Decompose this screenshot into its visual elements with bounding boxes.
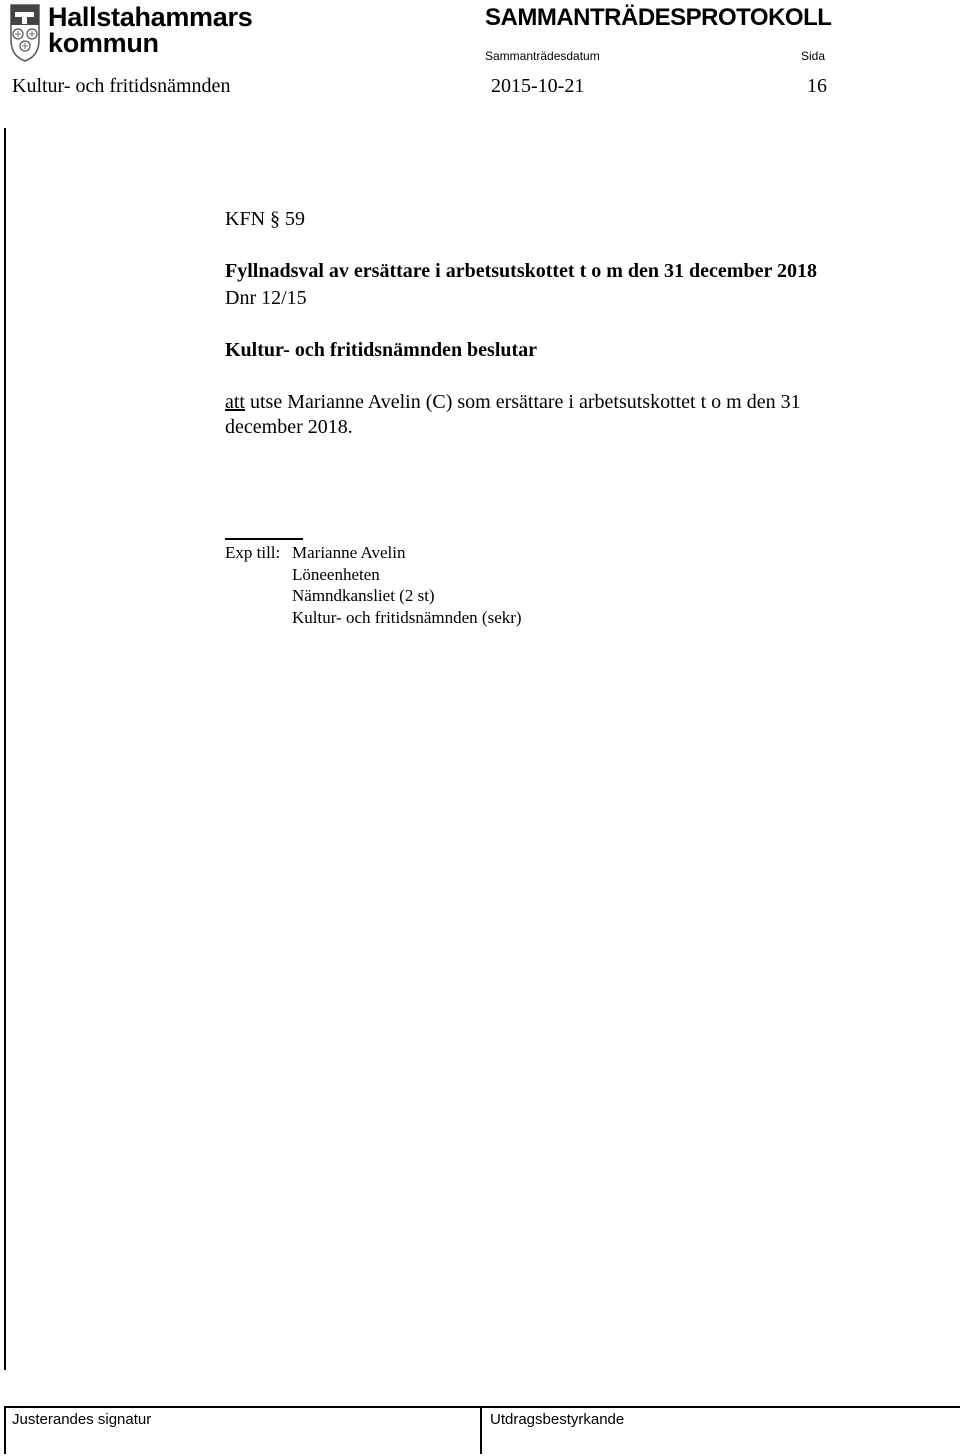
decision-heading: Kultur- och fritidsnämnden beslutar — [225, 339, 538, 361]
municipality-coat-of-arms-logo — [10, 4, 40, 62]
decision-keyword: att — [225, 391, 245, 413]
extract-certification-label: Utdragsbestyrkande — [490, 1411, 625, 1428]
footer-left-divider — [4, 1406, 6, 1454]
distribution-recipient: Nämndkansliet (2 st) — [292, 586, 435, 605]
distribution-label: Exp till: — [225, 543, 281, 562]
paragraph-reference: KFN § 59 — [225, 208, 306, 230]
case-number: Dnr 12/15 — [225, 287, 307, 309]
decision-text-rest: utse Marianne Avelin (C) som ersättare i arbetsutskottet t o m den 31 — [245, 391, 801, 413]
meeting-date-label: Sammanträdesdatum — [485, 49, 600, 63]
meeting-date: 2015-10-21 — [491, 75, 585, 97]
decision-text-line2: december 2018. — [225, 416, 353, 438]
document-title: SAMMANTRÄDESPROTOKOLL — [485, 4, 832, 31]
footer-rule — [4, 1406, 960, 1408]
left-margin-rule — [4, 128, 6, 1370]
page-label: Sida — [801, 49, 826, 63]
item-title: Fyllnadsval av ersättare i arbetsutskottet t o m den 31 december 2018 — [225, 260, 817, 282]
distribution-recipient: Kultur- och fritidsnämnden (sekr) — [292, 608, 522, 627]
decision-text-line1 — [225, 391, 801, 414]
page-number: 16 — [807, 75, 827, 97]
committee-name: Kultur- och fritidsnämnden — [12, 75, 231, 97]
distribution-separator — [225, 538, 303, 540]
adjuster-signature-label: Justerandes signatur — [12, 1411, 152, 1428]
logo-wordmark-line2: kommun — [48, 28, 159, 58]
footer-middle-divider — [480, 1406, 482, 1454]
logo-wordmark-line1: Hallstahammars — [48, 2, 253, 32]
distribution-recipient: Löneenheten — [292, 565, 380, 584]
distribution-recipient: Marianne Avelin — [292, 543, 406, 562]
